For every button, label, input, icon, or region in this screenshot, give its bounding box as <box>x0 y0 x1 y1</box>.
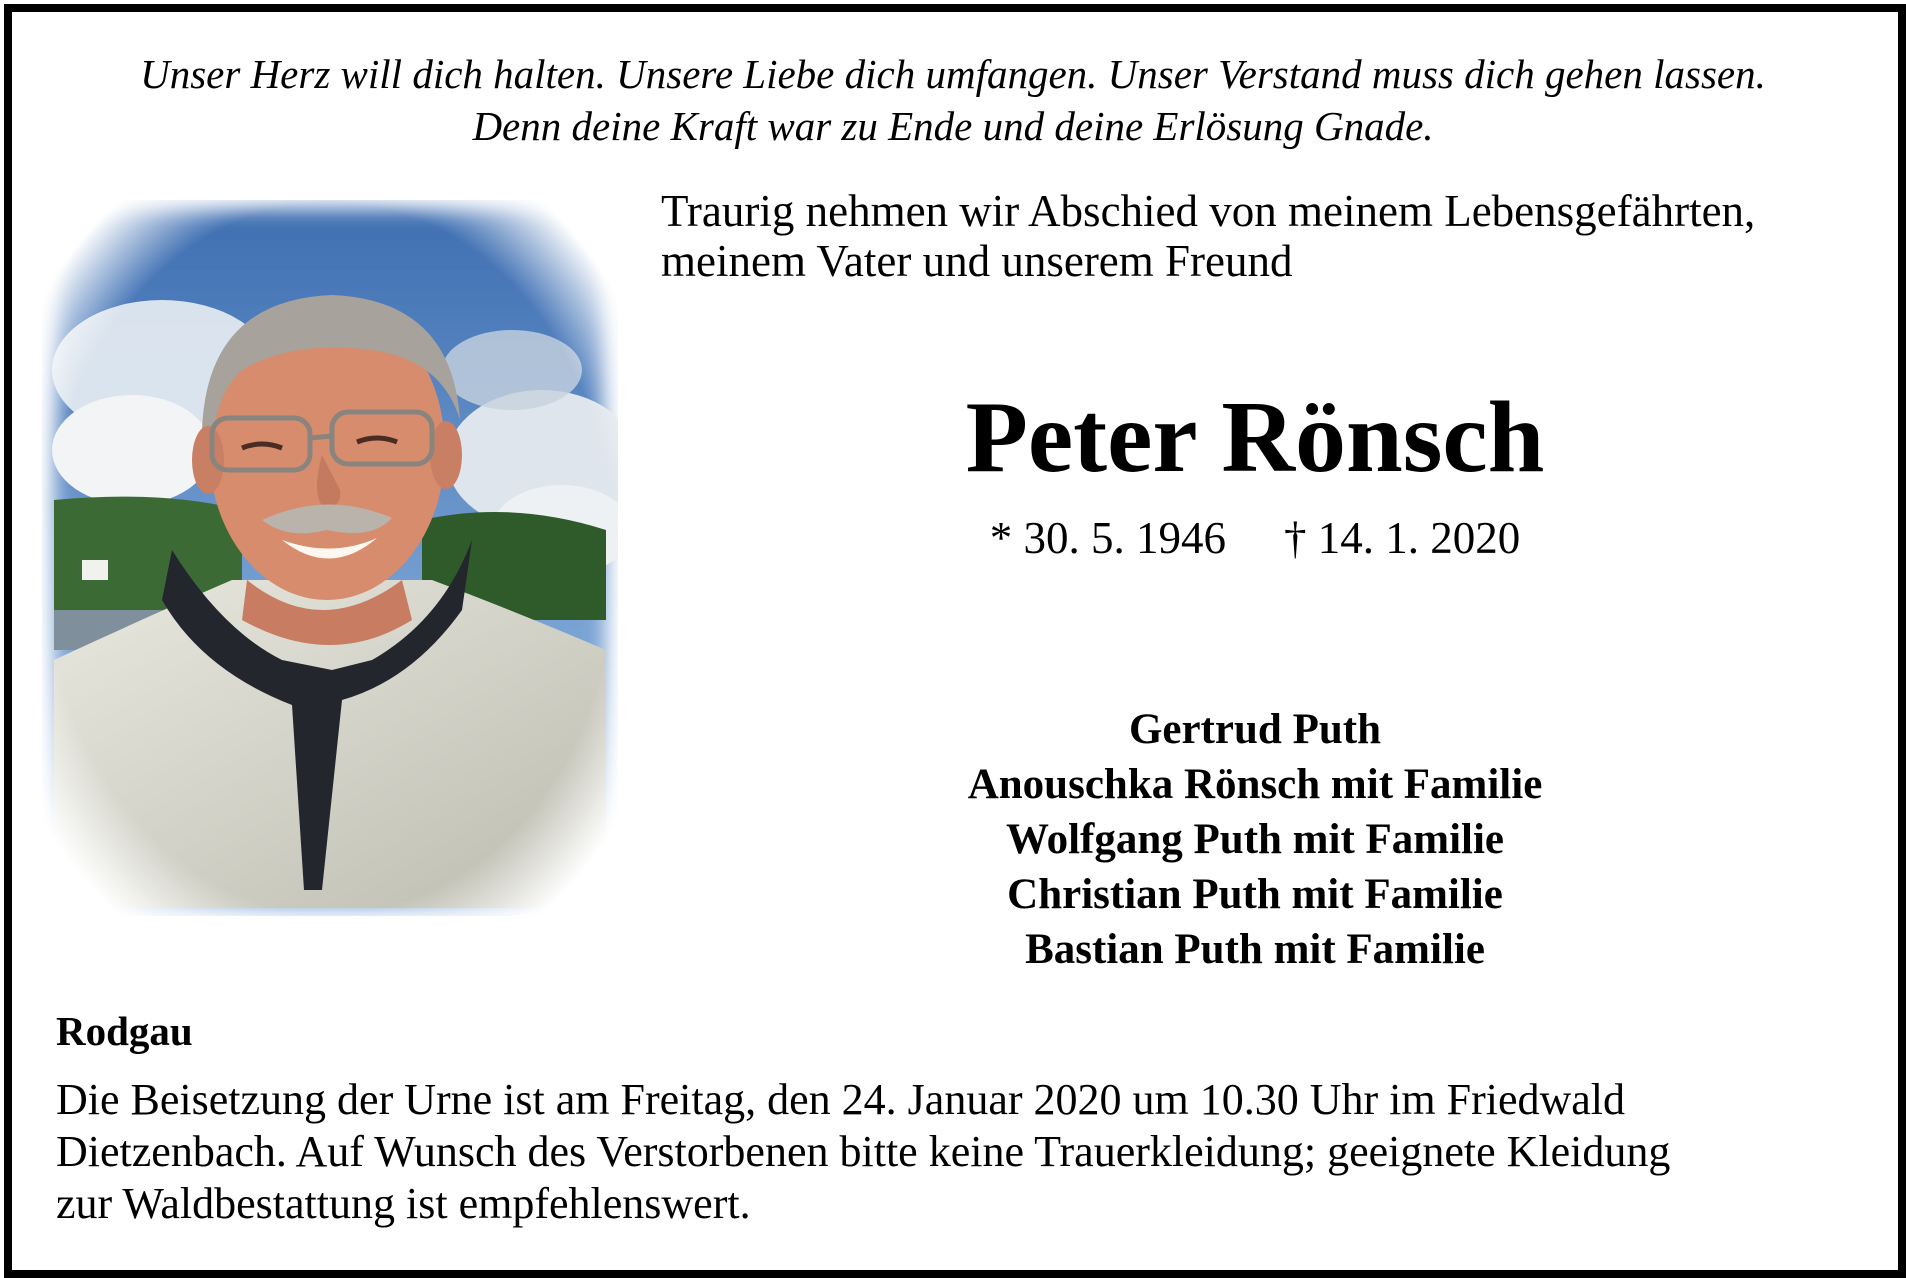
portrait-photo <box>42 200 618 916</box>
notice-line-1: Die Beisetzung der Urne ist am Freitag, den 24. Januar 2020 um 10.30 Uhr im Friedwald <box>56 1075 1626 1124</box>
funeral-notice <box>56 1074 1856 1230</box>
intro-line-1: Traurig nehmen wir Abschied von meinem Lebensgefährten, <box>661 186 1756 236</box>
intro-text <box>661 186 1861 286</box>
notice-line-3: zur Waldbestattung ist empfehlenswert. <box>56 1179 751 1228</box>
birth-date: * 30. 5. 1946 <box>989 513 1226 563</box>
mourner-item: Bastian Puth mit Familie <box>1025 926 1485 973</box>
motto-line-2: Denn deine Kraft war zu Ende und deine Erlösung Gnade. <box>472 103 1434 149</box>
mourner-item: Christian Puth mit Familie <box>1007 871 1503 918</box>
deceased-name: Peter Rönsch <box>965 381 1545 494</box>
mourner-item: Gertrud Puth <box>1128 706 1382 753</box>
death-date: † 14. 1. 2020 <box>1284 513 1521 563</box>
place-name: Rodgau <box>56 1008 193 1054</box>
portrait-photo-image <box>42 200 618 916</box>
mourners-list <box>660 702 1850 977</box>
motto-line-1: Unser Herz will dich halten. Unsere Liebe dich umfangen. Unser Verstand muss dich gehen lassen. <box>140 51 1766 97</box>
notice-line-2: Dietzenbach. Auf Wunsch des Verstorbenen bitte keine Trauerkleidung; geeignete Kleidung <box>56 1127 1671 1176</box>
mourner-item: Anouschka Rönsch mit Familie <box>967 761 1543 808</box>
mourner-item: Wolfgang Puth mit Familie <box>1005 816 1505 863</box>
life-dates <box>660 508 1850 568</box>
intro-line-2: meinem Vater und unserem Freund <box>661 236 1293 286</box>
motto-quote <box>0 48 1906 152</box>
